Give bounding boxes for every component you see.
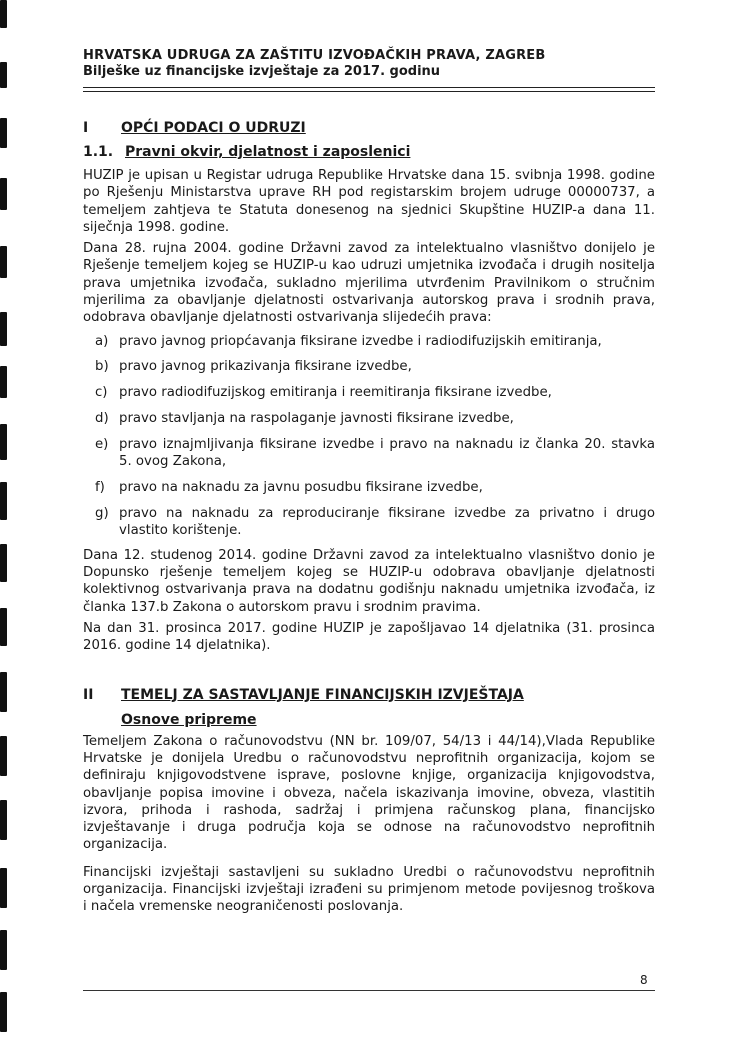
list-marker: f) xyxy=(95,479,105,495)
binding-mark xyxy=(0,608,7,646)
binding-mark xyxy=(0,736,7,776)
list-item-text: pravo iznajmljivanja fiksirane izvedbe i pravo na naknadu iz članka 20. stavka 5. ovog Zakona, xyxy=(119,436,655,470)
list-item xyxy=(83,333,655,350)
list-item-text: pravo na naknadu za javnu posudbu fiksirane izvedbe, xyxy=(119,479,483,495)
binding-mark xyxy=(0,482,7,520)
binding-mark xyxy=(0,868,7,908)
section-heading xyxy=(83,687,655,703)
page-header xyxy=(83,48,655,92)
header-double-rule xyxy=(83,87,655,92)
list-marker: e) xyxy=(95,436,109,452)
document-title: Bilješke uz financijske izvještaje za 2017. godinu xyxy=(83,64,441,79)
section-number: I xyxy=(83,120,89,136)
list-item-text: pravo javnog priopćavanja fiksirane izvedbe i radiodifuzijskih emitiranja, xyxy=(119,333,602,349)
binding-mark xyxy=(0,62,7,88)
document-page xyxy=(83,48,655,916)
paragraph-financial-statements: Financijski izvještaji sastavljeni su sukladno Uredbi o računovodstvu neprofitnih organizacija. Financijski izvještaji izrađeni su primjenom metode povijesnog troškova i načela vremenske neograničenosti poslovanja. xyxy=(83,864,655,915)
list-marker: d) xyxy=(95,411,109,427)
list-item xyxy=(83,384,655,401)
section-heading xyxy=(83,120,655,136)
section-number: II xyxy=(83,686,94,703)
binding-mark xyxy=(0,0,7,28)
binding-mark xyxy=(0,366,7,398)
binding-mark xyxy=(0,118,7,148)
binding-mark xyxy=(0,672,7,712)
paragraph-employees: Na dan 31. prosinca 2017. godine HUZIP je zapošljavao 14 djelatnika (31. prosinca 2016. godine 14 djelatnika). xyxy=(83,621,655,654)
binding-mark xyxy=(0,544,7,582)
list-item xyxy=(83,505,655,540)
page-number: 8 xyxy=(640,973,648,987)
list-marker: g) xyxy=(95,505,109,521)
list-item xyxy=(83,436,655,471)
paragraph-accounting-law: Temeljem Zakona o računovodstvu (NN br. 109/07, 54/13 i 44/14),Vlada Republike Hrvatske je donijela Uredbu o računovodstvu neprofitnih organizacija, kojom se definiraju knjigovodstvene isprave, poslovne knjige, organizacija knjigovodstva, obavljanje popisa imovine i obveza, načela iskazivanja imovine, obveza, vlastitih izvora, prihoda i rashoda, sadržaj i primjena računskog plana, financijsko izvještavanje i druga područja koja se odnose na računovodstvo neprofitnih organizacija. xyxy=(83,733,655,853)
list-item-text: pravo na naknadu za reproduciranje fiksirane izvedbe za privatno i drugo vlastito korištenje. xyxy=(119,505,655,539)
subsection-title: Osnove pripreme xyxy=(121,711,257,728)
binding-marks xyxy=(0,0,10,1059)
footer-rule xyxy=(83,990,655,991)
list-marker: b) xyxy=(95,359,109,375)
list-item-text: pravo radiodifuzijskog emitiranja i reemitiranja fiksirane izvedbe, xyxy=(119,385,552,401)
binding-mark xyxy=(0,178,7,210)
binding-mark xyxy=(0,930,7,970)
binding-mark xyxy=(0,800,7,840)
rights-list xyxy=(83,333,655,540)
subsection-number: 1.1. xyxy=(83,144,114,160)
paragraph-supplementary-decision: Dana 12. studenog 2014. godine Državni zavod za intelektualno vlasništvo donio je Dopunsko rješenje temeljem kojeg se HUZIP-u odobrava obavljanje djelatnosti kolektivnog ostvarivanja prava na dodatnu godišnju naknadu umjetnika izvođača, iz članka 137.b Zakona o autorskom pravu i srodnim pravima. xyxy=(83,547,655,615)
section-title: OPĆI PODACI O UDRUZI xyxy=(121,120,306,136)
binding-mark xyxy=(0,992,7,1032)
list-item-text: pravo javnog prikazivanja fiksirane izvedbe, xyxy=(119,359,412,375)
binding-mark xyxy=(0,312,7,346)
section-title: TEMELJ ZA SASTAVLJANJE FINANCIJSKIH IZVJEŠTAJA xyxy=(121,686,524,703)
list-marker: c) xyxy=(95,385,108,401)
binding-mark xyxy=(0,246,7,278)
subsection-title: Pravni okvir, djelatnost i zaposlenici xyxy=(125,144,411,160)
list-item xyxy=(83,358,655,375)
list-item xyxy=(83,410,655,427)
list-marker: a) xyxy=(95,333,109,349)
organization-name: HRVATSKA UDRUGA ZA ZAŠTITU IZVOĐAČKIH PRAVA, ZAGREB xyxy=(83,48,546,63)
paragraph-registration: HUZIP je upisan u Registar udruga Republike Hrvatske dana 15. svibnja 1998. godine po Rješenju Ministarstva uprave RH pod registarskim brojem udruge 00000737, a temeljem zahtjeva te Statuta donesenog na sjednici Skupštine HUZIP-a dana 11. siječnja 1998. godine. xyxy=(83,168,655,235)
binding-mark xyxy=(0,424,7,460)
subsection-heading xyxy=(83,144,655,160)
list-item-text: pravo stavljanja na raspolaganje javnosti fiksirane izvedbe, xyxy=(119,411,514,427)
paragraph-rights-decision: Dana 28. rujna 2004. godine Državni zavod za intelektualno vlasništvo donijelo je Rješenje temeljem kojeg se HUZIP-u kao udruzi umjetnika izvođača i drugih nositelja prava umjetnika izvođača, sukladno mjerilima utvrđenim Pravilnikom o stručnim mjerilima za obavljanje djelatnosti ostvarivanja autorskog prava i srodnih prava, odobrava obavljanje djelatnosti ostvarivanja slijedećih prava: xyxy=(83,241,655,326)
list-item xyxy=(83,479,655,496)
